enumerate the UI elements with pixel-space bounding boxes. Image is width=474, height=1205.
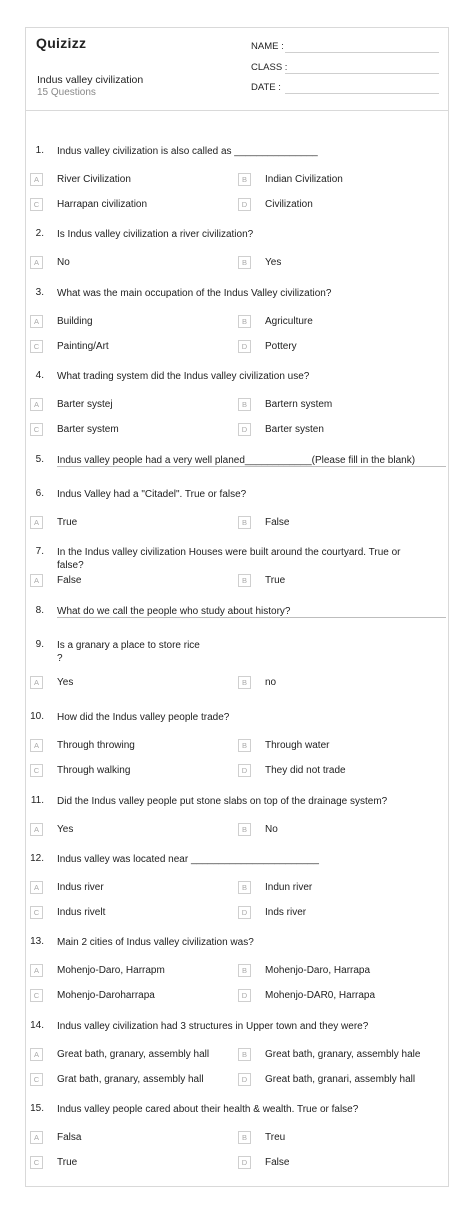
- option-letter-box[interactable]: B: [238, 964, 251, 977]
- option-letter-box[interactable]: C: [30, 764, 43, 777]
- option-text: Civilization: [265, 199, 313, 210]
- option-text: Through throwing: [57, 740, 135, 751]
- option-letter-box[interactable]: B: [238, 398, 251, 411]
- question-text: Indus valley people had a very well planed____________(Please fill in the blank): [57, 455, 416, 466]
- option-text: Grat bath, granary, assembly hall: [57, 1074, 204, 1085]
- option-text: no: [265, 677, 277, 688]
- option-letter-box[interactable]: A: [30, 173, 43, 186]
- option-letter-box[interactable]: D: [238, 1156, 251, 1169]
- option-text: Indian Civilization: [265, 174, 343, 185]
- option-text: Indus river: [57, 882, 104, 893]
- question-number: 2.: [35, 228, 44, 239]
- answer-line[interactable]: [57, 466, 446, 467]
- question-number: 12.: [30, 853, 44, 864]
- option-letter-box[interactable]: A: [30, 398, 43, 411]
- option-text: False: [265, 1157, 290, 1168]
- option-letter-box[interactable]: B: [238, 256, 251, 269]
- name-label: NAME :: [251, 41, 284, 52]
- option-text: Harrapan civilization: [57, 199, 148, 210]
- question-number: 4.: [35, 370, 44, 381]
- question-text: Indus valley people cared about their health & wealth. True or false?: [57, 1104, 359, 1115]
- question-number: 14.: [30, 1020, 44, 1031]
- question-number: 11.: [30, 795, 44, 806]
- quizizz-logo: Quizizz: [36, 35, 87, 51]
- question-number: 10.: [30, 711, 44, 722]
- option-text: Great bath, granary, assembly hall: [57, 1049, 210, 1060]
- header-divider: [25, 110, 449, 111]
- option-letter-box[interactable]: D: [238, 423, 251, 436]
- option-text: Agriculture: [265, 316, 313, 327]
- option-text: Barter system: [57, 424, 119, 435]
- option-letter-box[interactable]: D: [238, 906, 251, 919]
- option-letter-box[interactable]: B: [238, 1131, 251, 1144]
- option-letter-box[interactable]: D: [238, 764, 251, 777]
- quiz-title: Indus valley civilization: [37, 74, 144, 86]
- question-text: What trading system did the Indus valley civilization use?: [57, 371, 310, 382]
- option-text: Barter systen: [265, 424, 324, 435]
- option-letter-box[interactable]: B: [238, 823, 251, 836]
- question-number: 13.: [30, 936, 44, 947]
- option-text: They did not trade: [265, 765, 346, 776]
- option-letter-box[interactable]: C: [30, 340, 43, 353]
- option-letter-box[interactable]: A: [30, 676, 43, 689]
- option-text: Indus rivelt: [57, 907, 106, 918]
- question-number: 1.: [35, 145, 44, 156]
- option-text: Mohenjo-Daro, Harrapm: [57, 965, 165, 976]
- option-letter-box[interactable]: D: [238, 198, 251, 211]
- option-letter-box[interactable]: C: [30, 423, 43, 436]
- question-number: 9.: [35, 639, 44, 650]
- option-letter-box[interactable]: A: [30, 256, 43, 269]
- question-number: 15.: [30, 1103, 44, 1114]
- option-letter-box[interactable]: A: [30, 1131, 43, 1144]
- option-letter-box[interactable]: C: [30, 906, 43, 919]
- option-text: True: [265, 575, 286, 586]
- option-text: Mohenjo-Daroharrapa: [57, 990, 155, 1001]
- option-letter-box[interactable]: B: [238, 516, 251, 529]
- question-number: 8.: [35, 605, 44, 616]
- option-text: Building: [57, 316, 93, 327]
- option-letter-box[interactable]: D: [238, 989, 251, 1002]
- question-text: Main 2 cities of Indus valley civilization was?: [57, 937, 254, 948]
- date-field[interactable]: [285, 93, 439, 94]
- question-text: In the Indus valley civilization Houses were built around the courtyard. True or false?: [57, 547, 401, 571]
- option-text: False: [57, 575, 82, 586]
- option-text: Indun river: [265, 882, 313, 893]
- question-text: Indus valley civilization had 3 structures in Upper town and they were?: [57, 1021, 369, 1032]
- option-text: Mohenjo-DAR0, Harrapa: [265, 990, 376, 1001]
- option-text: True: [57, 1157, 78, 1168]
- option-letter-box[interactable]: C: [30, 1073, 43, 1086]
- option-text: Great bath, granary, assembly hale: [265, 1049, 421, 1060]
- option-letter-box[interactable]: A: [30, 823, 43, 836]
- option-letter-box[interactable]: A: [30, 739, 43, 752]
- class-label: CLASS :: [251, 62, 288, 73]
- option-text: Mohenjo-Daro, Harrapa: [265, 965, 371, 976]
- question-number: 3.: [35, 287, 44, 298]
- name-field[interactable]: [285, 52, 439, 53]
- option-text: Yes: [57, 824, 74, 835]
- option-letter-box[interactable]: C: [30, 989, 43, 1002]
- option-text: River Civilization: [57, 174, 131, 185]
- option-text: Through water: [265, 740, 330, 751]
- question-number: 7.: [35, 546, 44, 557]
- option-text: No: [57, 257, 70, 268]
- question-count: 15 Questions: [37, 87, 96, 98]
- answer-line[interactable]: [57, 617, 446, 618]
- option-text: Treu: [265, 1132, 286, 1143]
- question-text: Is Indus valley civilization a river civilization?: [57, 229, 254, 240]
- option-letter-box[interactable]: B: [238, 1048, 251, 1061]
- question-number: 5.: [35, 454, 44, 465]
- question-number: 6.: [35, 488, 44, 499]
- question-text: Did the Indus valley people put stone slabs on top of the drainage system?: [57, 796, 388, 807]
- option-text: Yes: [57, 677, 74, 688]
- option-letter-box[interactable]: B: [238, 315, 251, 328]
- class-field[interactable]: [285, 73, 439, 74]
- option-text: Inds river: [265, 907, 307, 918]
- option-letter-box[interactable]: C: [30, 1156, 43, 1169]
- option-letter-box[interactable]: C: [30, 198, 43, 211]
- option-letter-box[interactable]: D: [238, 340, 251, 353]
- option-text: False: [265, 517, 290, 528]
- question-text: How did the Indus valley people trade?: [57, 712, 230, 723]
- option-letter-box[interactable]: D: [238, 1073, 251, 1086]
- option-letter-box[interactable]: B: [238, 574, 251, 587]
- option-letter-box[interactable]: A: [30, 1048, 43, 1061]
- question-text: Indus valley was located near _______________________: [57, 854, 319, 865]
- option-letter-box[interactable]: B: [238, 173, 251, 186]
- option-text: Bartern system: [265, 399, 333, 410]
- option-letter-box[interactable]: B: [238, 739, 251, 752]
- option-text: Falsa: [57, 1132, 82, 1143]
- option-text: No: [265, 824, 278, 835]
- option-letter-box[interactable]: B: [238, 676, 251, 689]
- question-text: Is a granary a place to store rice: [57, 640, 200, 651]
- option-text: Painting/Art: [57, 341, 109, 352]
- option-letter-box[interactable]: A: [30, 964, 43, 977]
- option-text: Barter systej: [57, 399, 113, 410]
- option-text: Through walking: [57, 765, 131, 776]
- question-text: What do we call the people who study about history?: [57, 606, 291, 617]
- option-text: True: [57, 517, 78, 528]
- question-text: Indus valley civilization is also called as _______________: [57, 146, 318, 157]
- question-text: Indus Valley had a "Citadel". True or false?: [57, 489, 247, 500]
- option-letter-box[interactable]: A: [30, 315, 43, 328]
- option-text: Pottery: [265, 341, 297, 352]
- option-letter-box[interactable]: B: [238, 881, 251, 894]
- question-text-continued: ?: [57, 653, 63, 664]
- option-letter-box[interactable]: A: [30, 881, 43, 894]
- option-text: Great bath, granari, assembly hall: [265, 1074, 416, 1085]
- date-label: DATE :: [251, 82, 281, 93]
- option-text: Yes: [265, 257, 282, 268]
- option-letter-box[interactable]: A: [30, 574, 43, 587]
- option-letter-box[interactable]: A: [30, 516, 43, 529]
- question-text: What was the main occupation of the Indus Valley civilization?: [57, 288, 332, 299]
